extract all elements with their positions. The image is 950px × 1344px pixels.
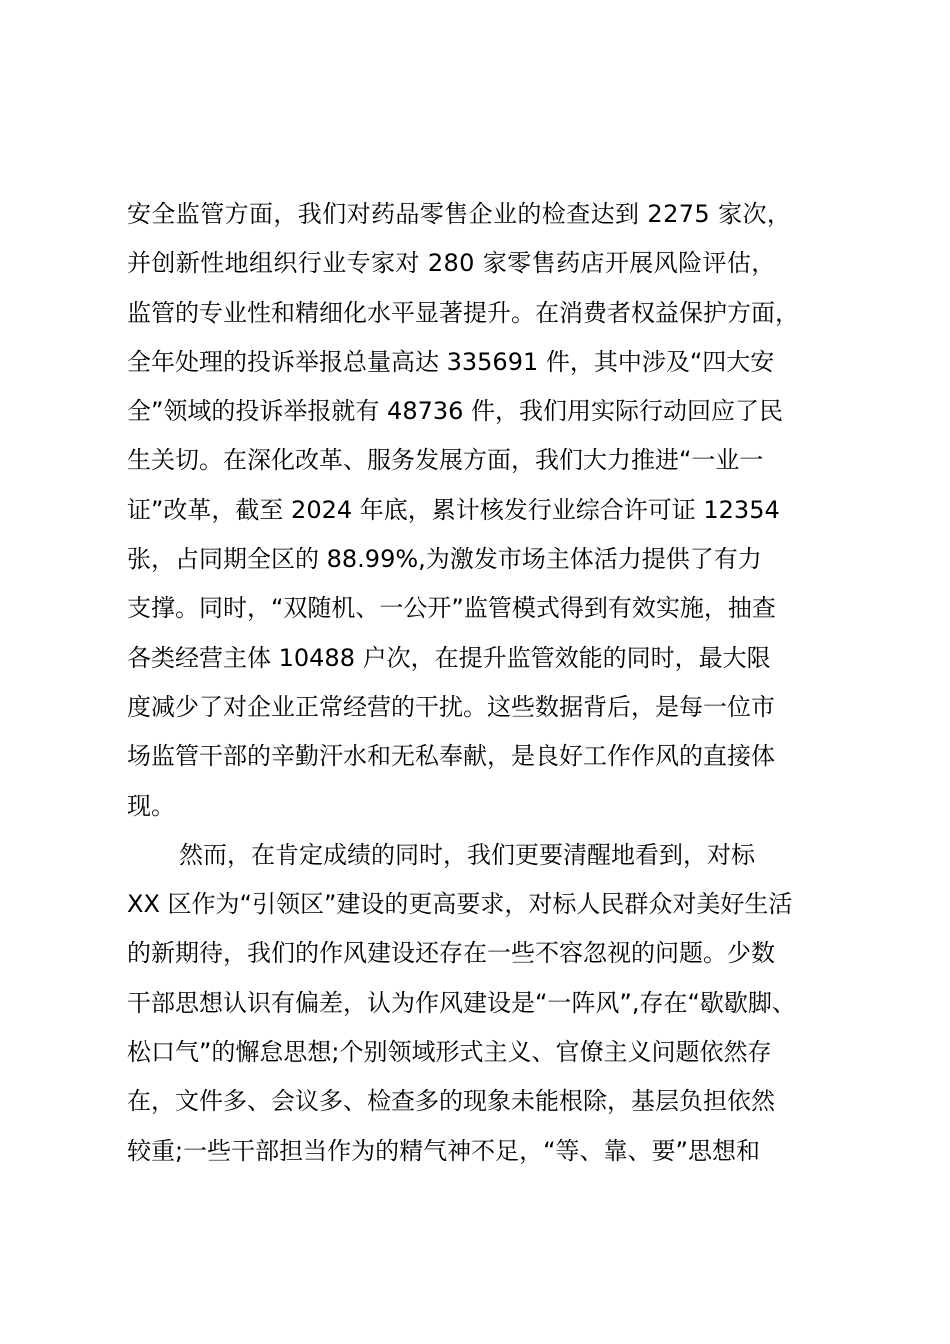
text-line: 支撑。同时，“双随机、一公开”监管模式得到有效实施，抽查 bbox=[127, 594, 776, 623]
text-line: 度减少了对企业正常经营的干扰。这些数据背后，是每一位市 bbox=[127, 692, 775, 721]
text-line: 的新期待，我们的作风建设还存在一些不容忽视的问题。少数 bbox=[127, 939, 775, 968]
text-line: 在，文件多、会议多、检查多的现象未能根除，基层负担依然 bbox=[127, 1087, 775, 1116]
text-line: 安全监管方面，我们对药品零售企业的检查达到 2275 家次， bbox=[127, 200, 792, 228]
text-line: 场监管干部的辛勤汗水和无私奉献，是良好工作作风的直接体 bbox=[127, 742, 775, 771]
paragraph-start-line: 然而，在肯定成绩的同时，我们更要清醒地看到，对标 bbox=[179, 840, 755, 869]
text-line: 全”领域的投诉举报就有 48736 件，我们用实际行动回应了民 bbox=[127, 397, 784, 426]
text-line: 干部思想认识有偏差，认为作风建设是“一阵风”,存在“歇歇脚、 bbox=[127, 988, 796, 1017]
text-line: 松口气”的懈怠思想;个别领域形式主义、官僚主义问题依然存 bbox=[127, 1038, 772, 1067]
text-line: 较重;一些干部担当作为的精气神不足，“等、靠、要”思想和 bbox=[127, 1136, 760, 1165]
text-line: 监管的专业性和精细化水平显著提升。在消费者权益保护方面， bbox=[127, 298, 799, 327]
text-line: 证”改革，截至 2024 年底，累计核发行业综合许可证 12354 bbox=[127, 495, 780, 524]
text-line: 并创新性地组织行业专家对 280 家零售药店开展风险评估， bbox=[127, 249, 776, 278]
text-line: XX 区作为“引领区”建设的更高要求，对标人民群众对美好生活 bbox=[127, 890, 793, 919]
text-line: 全年处理的投诉举报总量高达 335691 件，其中涉及“四大安 bbox=[127, 347, 775, 376]
text-line: 生关切。在深化改革、服务发展方面，我们大力推进“一业一 bbox=[127, 446, 764, 475]
body-text bbox=[127, 190, 867, 1176]
text-line: 张，占同期全区的 88.99%,为激发市场主体活力提供了有力 bbox=[127, 545, 762, 574]
text-line: 现。 bbox=[127, 791, 175, 820]
text-line: 各类经营主体 10488 户次，在提升监管效能的同时，最大限 bbox=[127, 643, 771, 672]
